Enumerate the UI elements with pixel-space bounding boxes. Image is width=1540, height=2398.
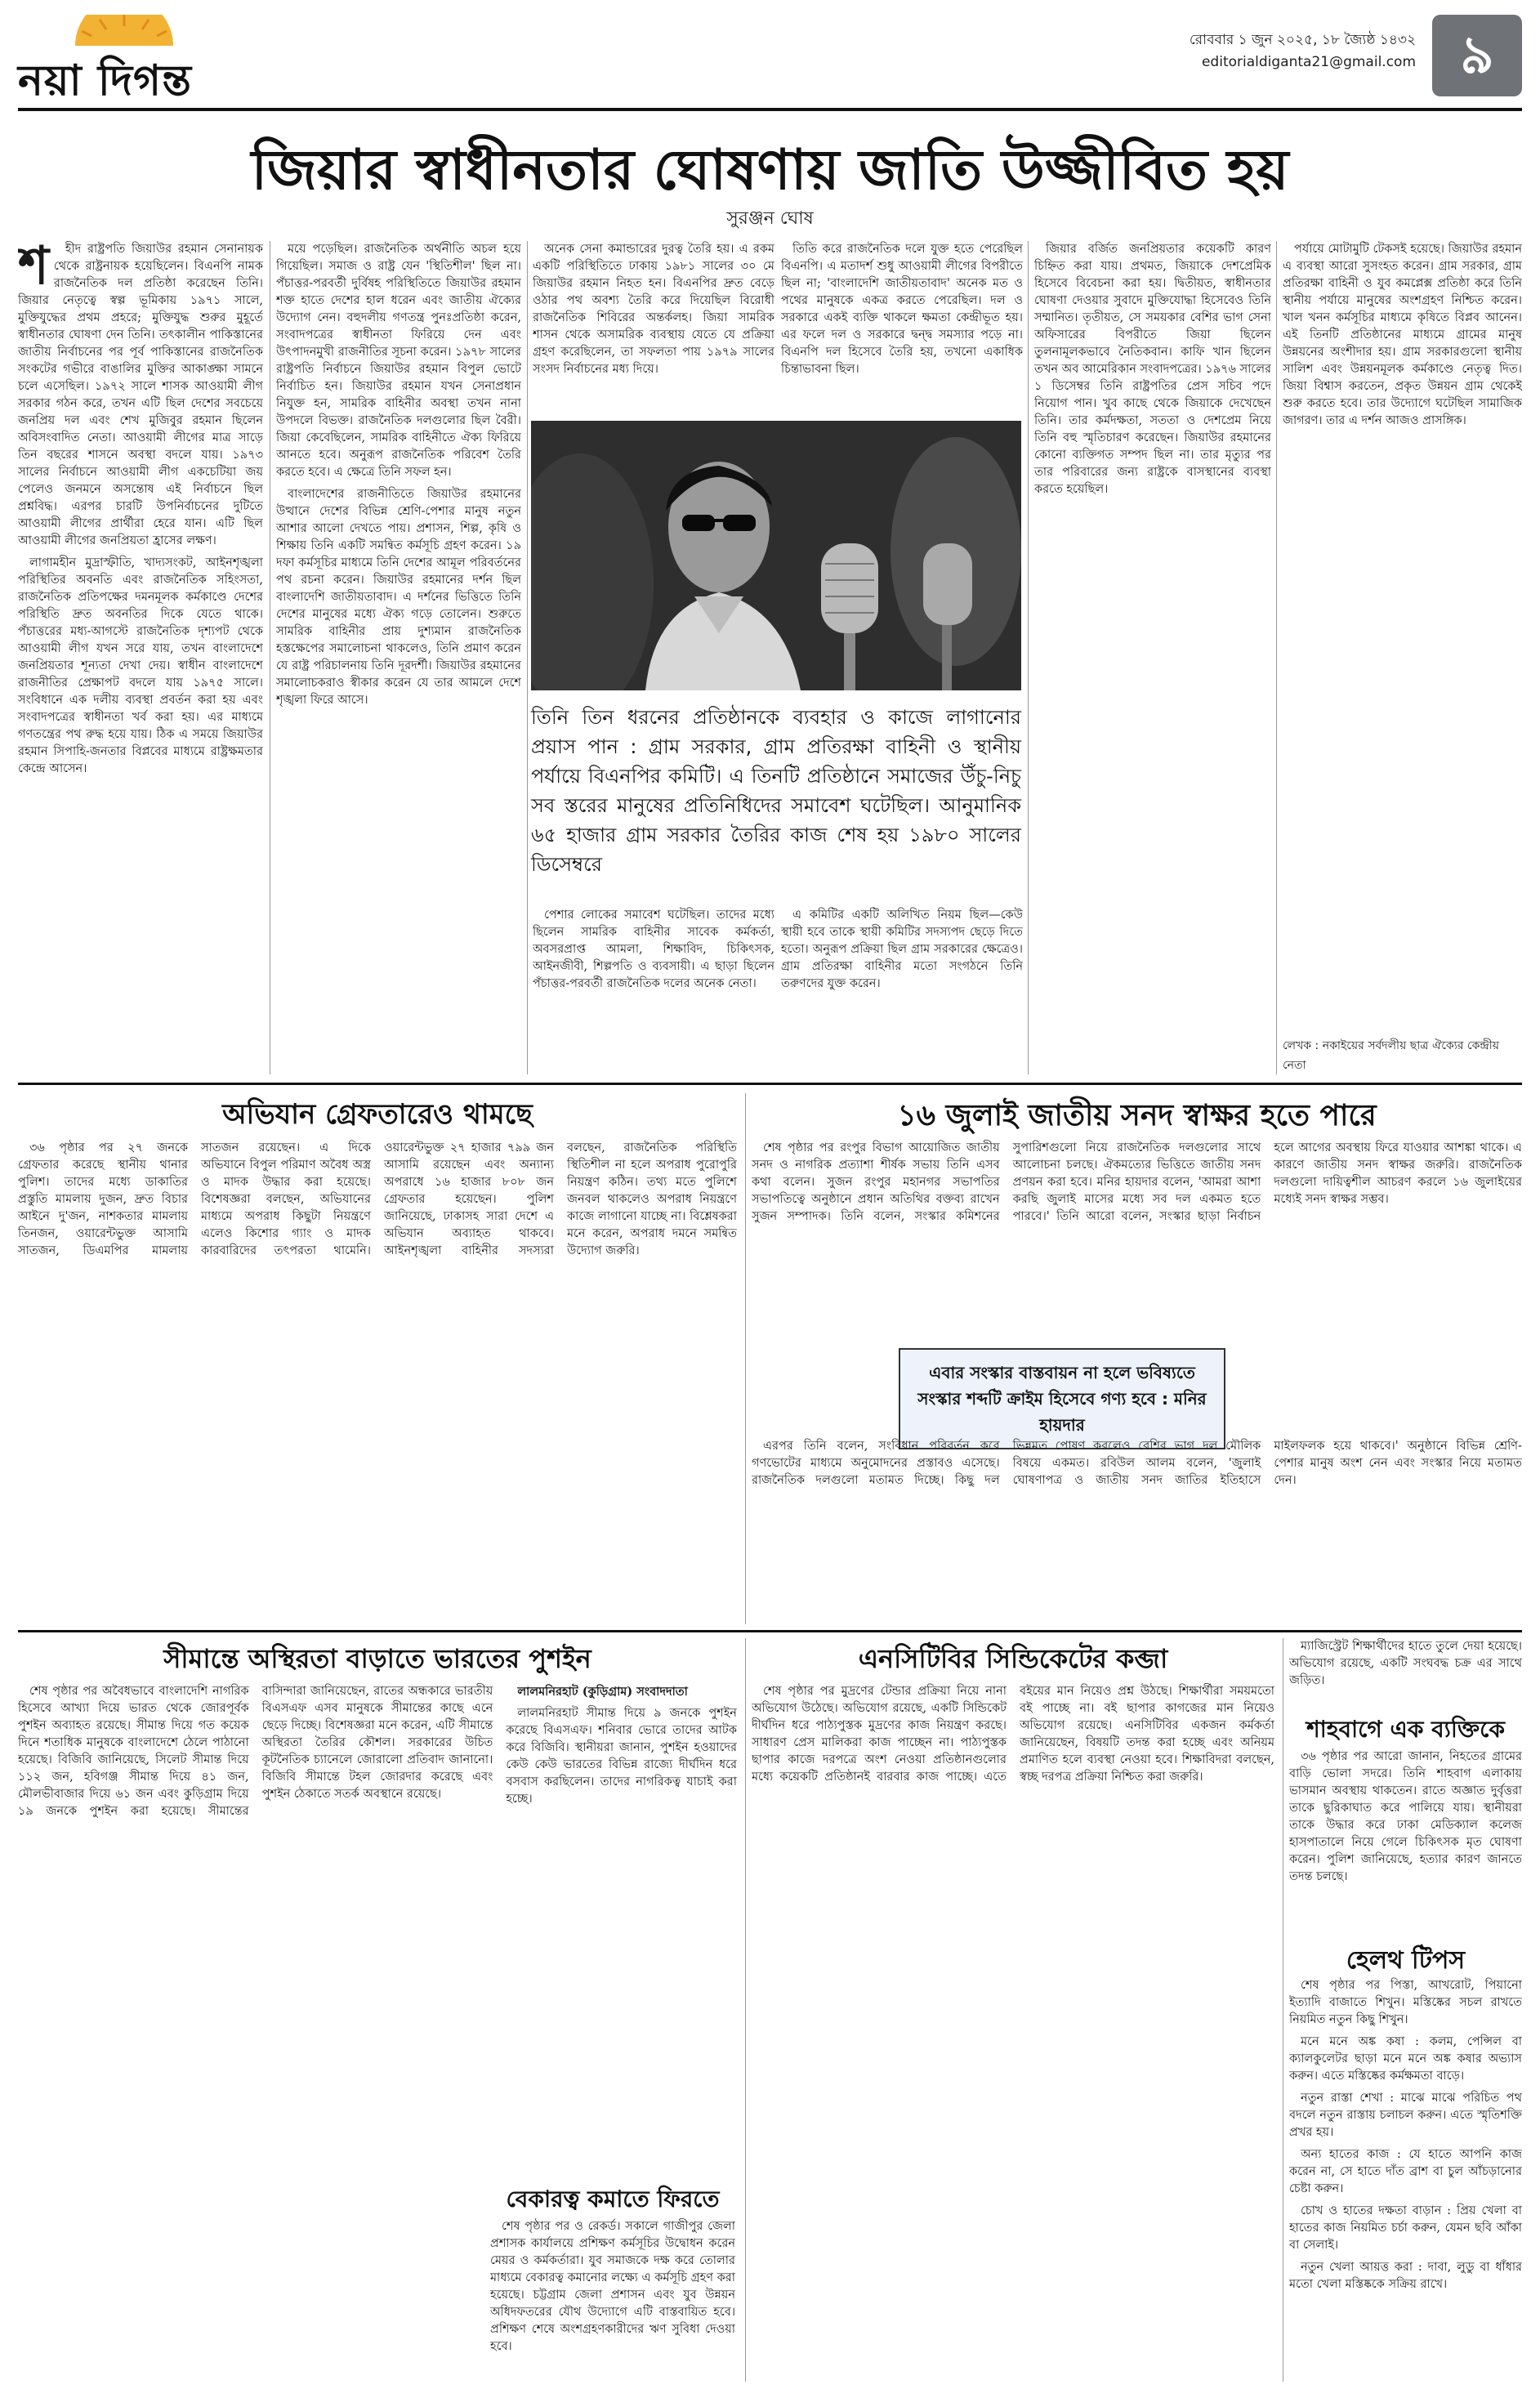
column-divider <box>1276 241 1277 1074</box>
story-paragraph: শেষ পৃষ্ঠার পর পিস্তা, আখরোট, পিয়ানো ইত্যাদি বাজাতে শিখুন। মস্তিষ্কের সচল রাখতে নিয়মিত নতুন কিছু শিখুন। <box>1289 1979 1522 2026</box>
shahbag-intro <box>1289 1638 1522 1704</box>
masthead <box>18 15 1522 105</box>
story-paragraph: লালমনিরহাট সীমান্ত দিয়ে ৯ জনকে পুশইন করেছে বিএসএফ। শনিবার ভোরে তাদের আটক করে বিজিবি। স্থানীয়রা জানান, পুশইন হওয়াদের কেউ কেউ ভারতের বিভিন্ন রাজ্যে দীর্ঘদিন ধরে বসবাস করছিলেন। তাদের নাগরিকত্ব যাচাই করা হচ্ছে। <box>506 1707 737 1806</box>
charter-story-body <box>752 1140 1522 1344</box>
health-tip: অন্য হাতের কাজ : যে হাতে আপনি কাজ করেন না, সে হাতে দাঁত ব্রাশ বা চুল আঁচড়ানোর চেষ্টা করুন। <box>1289 2148 1522 2195</box>
story-paragraph: ৩৬ পৃষ্ঠার পর ২৭ জনকে গ্রেফতার করেছে স্থানীয় থানার পুলিশ। তাদের মধ্যে ডাকাতির প্রস্তুতি মামলায় দুজন, দ্রুত বিচার আইনে দু'জন, নাশকতার মামলায় তিনজন, ওয়ারেন্টভুক্ত আসামি সাতজন, ডিএমপির মামলায় সাতজন রয়েছেন। এ দিকে অভিযানে বিপুল পরিমাণ অবৈধ অস্ত্র ও মাদক উদ্ধার করা হয়েছে। বিশেষজ্ঞরা বলছেন, অভিযানের মাধ্যমে অপরাধ কিছুটা নিয়ন্ত্রণে এলেও কিশোর গ্যাং ও মাদক কারবারিদের তৎপরতা থামেনি। ওয়ারেন্টভুক্ত ২৭ হাজার ৭৯৯ জন আসামি রয়েছেন এবং অন্যান্য অপরাধে ১৬ হাজার ৮০৮ জন গ্রেফতার হয়েছেন। পুলিশ জানিয়েছে, ঢাকাসহ সারা দেশে এ অভিযান অব্যাহত থাকবে। আইনশৃঙ্খলা বাহিনীর সদস্যরা বলছেন, রাজনৈতিক পরিস্থিতি স্থিতিশীল না হলে অপরাধ পুরোপুরি নিয়ন্ত্রণ কঠিন। তথ্য মতে পুলিশে জনবল থাকলেও অপরাধ নিয়ন্ত্রণে কাজে লাগানো যাচ্ছে না। বিশ্লেষকরা মনে করেন, অপরাধ দমনে সমন্বিত উদ্যোগ জরুরি। <box>18 1141 737 1257</box>
page-number-badge: ৯ <box>1432 15 1522 96</box>
newspaper-logo[interactable] <box>18 15 279 105</box>
lead-paragraph: লাগামহীন মুদ্রাস্ফীতি, খাদ্যসংকট, আইনশৃঙ্খলা পরিস্থিতির অবনতি এবং রাজনৈতিক সহিংসতা, রাজনৈতিক প্রতিপক্ষের দমনমূলক কর্মকাণ্ডে দেশের পরিস্থিতি দ্রুত অবনতির দিকে যেতে থাকে। পঁচাত্তরের মধ্য-আগস্টে রাজনৈতিক দৃশ্যপট থেকে আওয়ামী লীগ যখন সরে যায়, তখন বাংলাদেশে জনপ্রিয়তার শূন্যতা দেখা দেয়। স্বাধীন বাংলাদেশে রাজনীতির প্রেক্ষাপট বদলে যায় ১৯৭৫ সালে। সংবিধানে এক দলীয় ব্যবস্থা প্রবর্তন করা হয় এবং সংবাদপত্রের স্বাধীনতা খর্ব করা হয়। এর মাধ্যমে গণতন্ত্রের পথ রুদ্ধ হয়ে যায়। ঠিক এ সময়ে জিয়াউর রহমান সিপাহি-জনতার বিপ্লবের মাধ্যমে রাষ্ট্রক্ষমতার কেন্দ্রে আসেন। <box>18 556 263 775</box>
arrest-story-body <box>18 1140 737 1622</box>
health-tip: চোখ ও হাতের দক্ষতা বাড়ান : প্রিয় খেলা বা হাতের কাজ নিয়মিত চর্চা করুন, যেমন ছবি আঁকা বা সেলাই। <box>1289 2204 1522 2252</box>
lead-byline: সুরঞ্জন ঘোষ <box>726 208 814 229</box>
logo-text: নয়া দিগন্ত <box>18 56 192 105</box>
lead-paragraph: অনেক সেনা কমান্ডারের দুরত্ব তৈরি হয়। এ রকম একটি পরিস্থিতিতে ঢাকায় ১৯৮১ সালের ৩০ মে জিয়াউর রহমান নিহত হন। বিএনপির দ্রুত বেড়ে ওঠার পথ অবশ্য তৈরি করে দিয়েছিল বিরোধী রাজনৈতিক শিবিরের অন্তর্কলহ। জিয়া সামরিক শাসন থেকে অসামরিক ব্যবস্থায় যেতে যে প্রক্রিয়া গ্রহণ করেছিলেন, তা সফলতা পায় ১৯৭৯ সালের সংসদ নির্বাচনের মধ্য দিয়ে। <box>533 243 774 376</box>
lead-column-3 <box>533 241 774 417</box>
lead-paragraph: ময়ে পড়েছিল। রাজনৈতিক অর্থনীতি অচল হয়ে গিয়েছিল। সমাজ ও রাষ্ট্র যেন 'স্থিতিশীল' ছিল না। পঁচাত্তর-পরবর্তী দুর্বিষহ পরিস্থিতিতে জিয়াউর রহমান শক্ত হাতে দেশের হাল ধরেন এবং জাতীয় ঐক্যের উদ্যোগ নেন। বহুদলীয় গণতন্ত্র পুনঃপ্রতিষ্ঠা করেন, সংবাদপত্রের স্বাধীনতা ফিরিয়ে দেন এবং উৎপাদনমুখী রাজনীতির সূচনা করেন। ১৯৭৮ সালের রাষ্ট্রপতি নির্বাচনে জিয়াউর রহমান বিপুল ভোটে নির্বাচিত হন। জিয়াউর রহমান যখন সেনাপ্রধান নিযুক্ত হন, সামরিক বাহিনীর অবস্থা তখন নানা উপদলে বিভক্ত। রাজনৈতিক দলগুলোর ছিল বৈরী। জিয়া কেবেছিলেন, সামরিক বাহিনীতে ঐক্য ফিরিয়ে আনতে হবে। অনুরূপ রাজনৈতিক পরিবেশ তৈরি করতে হবে। এ ক্ষেত্রে তিনি সফল হন। <box>276 243 521 479</box>
lead-column-4b <box>781 907 1023 1074</box>
arrest-story-title: অভিযান গ্রেফতারেও থামছে <box>222 1098 533 1131</box>
lead-paragraph: তিতি করে রাজনৈতিক দলে যুক্ত হতে পেরেছিল বিএনপি। এ মতাদর্শ শুধু আওয়ামী লীগের বিপরীতে ছিল না; 'বাংলাদেশি জাতীয়তাবাদ' অনেক মত ও পথের মানুষকে একত্র করতে পেরেছিল। দল ও সরকারে একই ব্যক্তি থাকলে ক্ষমতা কেন্দ্রীভূত হয়। এর ফলে দল ও সরকারে দ্বন্দ্ব সমস্যার পড়ে না। বিএনপি দল হিসেবে তৈরি হয়, তখনো একাধিক চিন্তাভাবনা ছিল। <box>781 243 1023 376</box>
nctb-story-title: এনসিটিবির সিন্ডিকেটের কব্জা <box>858 1643 1168 1674</box>
story-paragraph: এরপর তিনি বলেন, সংবিধান পরিবর্তন করে গণভোটের মাধ্যমে অনুমোদনের প্রস্তাবও এসেছে। রাজনৈতিক দলগুলো মতামত দিচ্ছে। কিছু দল ভিন্নমত পোষণ করলেও বেশির ভাগ দল মৌলিক বিষয়ে একমত। রবিউল আলম বলেন, 'জুলাই ঘোষণাপত্র ও জাতীয় সনদ জাতির ইতিহাসে মাইলফলক হয়ে থাকবে।' অনুষ্ঠানে বিভিন্ন শ্রেণি-পেশার মানুষ অংশ নেন এবং সংস্কার নিয়ে মতামত দেন। <box>752 1440 1522 1487</box>
shahbag-story-title: শাহবাগে এক ব্যক্তিকে <box>1306 1716 1505 1743</box>
column-divider <box>527 241 528 1074</box>
writer-note: লেখক : নকাইয়ের সর্বদলীয় ছাত্র ঐক্যের কেন্দ্রীয় নেতা <box>1283 1039 1499 1072</box>
charter-story-title: ১৬ জুলাই জাতীয় সনদ স্বাক্ষর হতে পারে <box>897 1098 1377 1132</box>
lead-paragraph: জিয়ার বর্জিত জনপ্রিয়তার কয়েকটি কারণ চিহ্নিত করা যায়। প্রথমত, জিয়াকে দেশপ্রেমিক হিসেবে বিবেচনা করা হয়। দ্বিতীয়ত, স্বাধীনতার ঘোষণা দেওয়ার সুবাদে মুক্তিযোদ্ধা হিসেবেও তিনি সম্মানিত। তৃতীয়ত, সে সময়কার বেশির ভাগ সেনা অফিসারের বিপরীতে জিয়া ছিলেন তুলনামূলকভাবে নৈতিকবান। কাফি খান ছিলেন তখন অব আমেরিকান সংবাদপত্রের। ১৯৭৬ সালের ১ ডিসেম্বর তিনি রাষ্ট্রপতির প্রেস সচিব পদে নিয়োগ পান। খুব কাছে থেকে জিয়াকে দেখেছেন তিনি। তার কর্মদক্ষতা, সততা ও দেশপ্রেম নিয়ে তিনি বহু স্মৃতিচারণ করেছেন। জিয়াউর রহমানের কোনো ব্যক্তিগত সম্পদ ছিল না। তার মৃত্যুর পর তার পরিবারের জন্য রাষ্ট্রকে বাসস্থানের ব্যবস্থা করতে হয়েছিল। <box>1034 243 1271 496</box>
masthead-info <box>1097 15 1522 96</box>
photo-caption: তিনি তিন ধরনের প্রতিষ্ঠানকে ব্যবহার ও কাজে লাগানোর প্রয়াস পান : গ্রাম সরকার, গ্রাম প্রতিরক্ষা বাহিনী ও স্থানীয় পর্যায়ে বিএনপির কমিটি। এ তিনটি প্রতিষ্ঠানে সমাজের উঁচু-নিচু সব স্তরের মানুষের প্রতিনিধিদের সমাবেশ ঘটেছিল। আনুমানিক ৬৫ হাজার গ্রাম সরকার তৈরির কাজ শেষ হয় ১৯৮০ সালের ডিসেম্বরে <box>531 706 1021 876</box>
border-story-body <box>18 1683 737 2173</box>
lead-column-2 <box>276 241 521 1074</box>
health-tip: নতুন রাস্তা শেখা : মাঝে মাঝে পরিচিত পথ বদলে নতুন রাস্তায় চলাচল করুন। এতে স্মৃতিশক্তি প্রখর হয়। <box>1289 2092 1522 2139</box>
unemployment-story-body <box>490 2218 735 2382</box>
health-tip: মনে মনে অঙ্ক কষা : কলম, পেন্সিল বা ক্যালকুলেটর ছাড়া মনে মনে অঙ্ক কষার অভ্যাস করুন। এতে মস্তিষ্কের কর্মক্ষমতা বাড়ে। <box>1289 2035 1522 2083</box>
lead-column-3b <box>533 907 774 1074</box>
charter-story-body-2 <box>752 1438 1522 1622</box>
story-paragraph: ৩৬ পৃষ্ঠার পর আরো জানান, নিহতের গ্রামের বাড়ি ভোলা সদরে। তিনি শাহবাগ এলাকায় ভাসমান অবস্থায় থাকতেন। রাতে অজ্ঞাত দুর্বৃত্তরা তাকে ছুরিকাঘাত করে পালিয়ে যায়। স্থানীয়রা তাকে উদ্ধার করে ঢাকা মেডিক্যাল কলেজ হাসপাতালে নিয়ে গেলে চিকিৎসক মৃত ঘোষণা করেন। পুলিশ জানিয়েছে, হত্যার কারণ জানতে তদন্ত চলছে। <box>1289 1750 1522 1883</box>
story-paragraph: শেষ পৃষ্ঠার পর মুদ্রণের টেন্ডার প্রক্রিয়া নিয়ে নানা অভিযোগ উঠেছে। অভিযোগ রয়েছে, একটি সিন্ডিকেট দীর্ঘদিন ধরে পাঠ্যপুস্তক মুদ্রণের কাজ নিয়ন্ত্রণ করছে। সাধারণ প্রেস মালিকরা কাজ পাচ্ছেন না। পাঠ্যপুস্তক ছাপার কাজে দরপত্রে অংশ নেওয়া প্রতিষ্ঠানগুলোর মধ্যে কয়েকটি প্রতিষ্ঠানই বারবার কাজ পাচ্ছে। এতে বইয়ের মান নিয়েও প্রশ্ন উঠছে। শিক্ষার্থীরা সময়মতো বই পাচ্ছে না। বই ছাপার কাগজের মান নিয়েও অভিযোগ রয়েছে। এনসিটিবির একজন কর্মকর্তা জানিয়েছেন, বিষয়টি তদন্ত করা হচ্ছে এবং অনিয়ম প্রমাণিত হলে ব্যবস্থা নেওয়া হবে। শিক্ষাবিদরা বলছেন, স্বচ্ছ দরপত্র প্রক্রিয়া নিশ্চিত করা জরুরি। <box>752 1685 1274 1784</box>
nctb-story-body <box>752 1683 1274 2382</box>
lead-paragraph: এ কমিটির একটি অলিখিত নিয়ম ছিল—কেউ স্থায়ী হবে তাকে স্থায়ী কমিটির সদস্যপদ ছেড়ে দিতে হতো। অনুরূপ প্রক্রিয়া ছিল গ্রাম সরকারের ক্ষেত্রেও। গ্রাম প্রতিরক্ষা বাহিনীর মতো সংগঠনে তিনি তরুণদের যুক্ত করেন। <box>781 909 1023 990</box>
section-rule <box>18 1083 1522 1085</box>
issue-date: রোববার ১ জুন ২০২৫, ১৮ জ্যৈষ্ঠ ১৪৩২ <box>1189 32 1416 48</box>
story-paragraph: শেষ পৃষ্ঠার পর রংপুর বিভাগ আয়োজিত জাতীয় সনদ ও নাগরিক প্রত্যাশা শীর্ষক সভায় তিনি এসব কথা বলেন। সুজন রংপুর মহানগর সভাপতির সভাপতিত্বে অনুষ্ঠানে প্রধান অতিথির বক্তব্য রাখেন সুজন সম্পাদক। তিনি বলেন, সংস্কার কমিশনের সুপারিশগুলো নিয়ে রাজনৈতিক দলগুলোর সাথে আলোচনা চলছে। ঐকমত্যের ভিত্তিতে জাতীয় সনদ প্রণয়ন করা হবে। মনির হায়দার বলেন, 'আমরা আশা করছি জুলাই মাসের মধ্যে সব দল একমত হতে পারবে।' তিনি আরো বলেন, সংস্কার ছাড়া নির্বাচন হলে আগের অবস্থায় ফিরে যাওয়ার আশঙ্কা থাকে। এ কারণে জাতীয় সনদ স্বাক্ষর জরুরি। রাজনৈতিক দলগুলো দায়িত্বশীল আচরণ করলে ১৬ জুলাইয়ের মধ্যেই সনদ স্বাক্ষর সম্ভব। <box>752 1141 1522 1223</box>
health-tip: নতুন খেলা আয়ত্ত করা : দাবা, লুডু বা ধাঁধার মতো খেলা মস্তিষ্ককে সক্রিয় রাখে। <box>1289 2261 1522 2291</box>
story-paragraph: শেষ পৃষ্ঠার পর অবৈধভাবে বাংলাদেশি নাগরিক হিসেবে আখ্যা দিয়ে ভারত থেকে জোরপূর্বক পুশইন অব্যাহত রয়েছে। সীমান্ত দিয়ে গত কয়েক দিনে শতাধিক মানুষকে বাংলাদেশে ঠেলে পাঠানো হয়েছে। বিজিবি জানিয়েছে, সিলেট সীমান্ত দিয়ে ১১২ জন, হবিগঞ্জ সীমান্ত দিয়ে ৪১ জন, মৌলভীবাজার দিয়ে ৬১ জন এবং কুড়িগ্রাম দিয়ে ১৯ জনকে পুশইন করা হয়েছে। সীমান্তের বাসিন্দারা জানিয়েছেন, রাতের অন্ধকারে ভারতীয় বিএসএফ এসব মানুষকে সীমান্তের কাছে এনে ছেড়ে দিচ্ছে। বিশেষজ্ঞরা মনে করেন, এটি সীমান্তে অস্থিরতা তৈরির কৌশল। সরকারের উচিত কূটনৈতিক চ্যানেলে জোরালো প্রতিবাদ জানানো। বিজিবি সীমান্তে টহল জোরদার করেছে এবং পুশইন ঠেকাতে সতর্ক অবস্থানে রয়েছে। <box>18 1685 493 1818</box>
story-subhead: লালমনিরহাট (কুড়িগ্রাম) সংবাদদাতা <box>517 1685 688 1699</box>
drop-cap: শ <box>18 241 49 297</box>
health-tips-body <box>1289 1977 1522 2382</box>
sun-logo-icon <box>67 15 181 47</box>
story-paragraph: শেষ পৃষ্ঠার পর ও রেকর্ড। সকালে গাজীপুর জেলা প্রশাসক কার্যালয়ে প্রশিক্ষণ কর্মসূচির উদ্বোধন করেন মেয়র ও কর্মকর্তারা। যুব সমাজকে দক্ষ করে তোলার মাধ্যমে বেকারত্ব কমানোর লক্ষ্যে এ কর্মসূচি গ্রহণ করা হয়েছে। চট্টগ্রাম জেলা প্রশাসন এবং যুব উন্নয়ন অধিদফতরের যৌথ উদ্যোগে এটি বাস্তবায়িত হবে। প্রশিক্ষণ শেষে অংশগ্রহণকারীদের ঋণ সুবিধা দেওয়া হবে। <box>490 2220 735 2353</box>
section-rule <box>18 1630 1522 1632</box>
shahbag-story-body <box>1289 1748 1522 1928</box>
masthead-rule <box>18 108 1522 111</box>
column-divider <box>745 1093 746 1624</box>
editorial-email[interactable]: editorialdiganta21@gmail.com <box>1201 54 1416 70</box>
lead-paragraph: বাংলাদেশের রাজনীতিতে জিয়াউর রহমানের উত্থানে দেশের বিভিন্ন শ্রেণি-পেশার মানুষ নতুন আশার আলো দেখতে পায়। প্রশাসন, শিল্প, কৃষি ও শিক্ষায় তিনি একটি সমন্বিত কর্মসূচি গ্রহণ করেন। ১৯ দফা কর্মসূচির মাধ্যমে তিনি দেশের আমূল পরিবর্তনের পথ রচনা করেন। জিয়াউর রহমানের দর্শন ছিল বাংলাদেশি জাতীয়তাবাদ। এ দর্শনের ভিত্তিতে তিনি দেশের মানুষের মধ্যে ঐক্য গড়ে তোলেন। শুরুতে সামরিক বাহিনীর প্রায় দুশ্যমান রাজনৈতিক হস্তক্ষেপের সমালোচনা থাকলেও, তিনি প্রমাণ করেন যে রাষ্ট্র পরিচালনায় তিনি দূরদর্শী। জিয়াউর রহমানের সমালোচকরাও স্বীকার করেন যে তার আমলে দেশে শৃঙ্খলা ফিরে আসে। <box>276 488 521 707</box>
portrait-photo-illustration <box>531 421 1021 690</box>
lead-photo <box>531 421 1021 690</box>
story-paragraph: ম্যাজিস্ট্রেট শিক্ষার্থীদের হাতে তুলে দেয়া হয়েছে। অভিযোগ রয়েছে, একটি সংঘবদ্ধ চক্র এর সাথে জড়িত। <box>1289 1640 1522 1687</box>
lead-column-4 <box>781 241 1023 417</box>
border-story-title: সীমান্তে অস্থিরতা বাড়াতে ভারতের পুশইন <box>163 1643 591 1674</box>
lead-headline: জিয়ার স্বাধীনতার ঘোষণায় জাতি উজ্জীবিত হয় <box>251 137 1289 203</box>
column-divider <box>745 1638 746 2382</box>
charter-pull-quote: এবার সংস্কার বাস্তবায়ন না হলে ভবিষ্যতে সংস্কার শব্দটি ক্রাইম হিসেবে গণ্য হবে : মনির হায়দার <box>899 1348 1225 1449</box>
lead-column-1 <box>18 241 263 1074</box>
lead-paragraph: হীদ রাষ্ট্রপতি জিয়াউর রহমান সেনানায়ক থেকে রাষ্ট্রনায়ক হয়েছিলেন। বিএনপি নামক রাজনৈতিক দল প্রতিষ্ঠা করেছেন তিনি। জিয়ার নেতৃত্বে স্বল্প ভূমিকায় ১৯৭১ সালে, মুক্তিযুদ্ধের প্রথম প্রহরে; মুক্তিযুদ্ধ শুরুর মুহূর্তে স্বাধীনতার ঘোষণা দেন তিনি। তৎকালীন পাকিস্তানের জাতীয় নির্বাচনের পর পূর্ব পাকিস্তানের রাজনৈতিক সংকটের গভীরে বাঙালির মুক্তির আকাঙ্ক্ষা সামনে চলে এসেছিল। ১৯৭২ সালে শাসক আওয়ামী লীগ সরকার গঠন করে, তখন এটি ছিল দেশের সবচেয়ে জনপ্রিয় দল এবং শেখ মুজিবুর রহমান ছিলেন অবিসংবাদিত নেতা। আওয়ামী লীগের মাত্র সাড়ে তিন বছরের শাসনে অবস্থা বদলে যায়। ১৯৭৩ সালের নির্বাচনে আওয়ামী লীগ একচেটিয়া জয় পেলেও জনমনে অসন্তোষ এই নির্বাচনে ছিল প্রশ্নবিদ্ধ। এরপর চারটি উপনির্বাচনের দুটিতে আওয়ামী লীগের প্রার্থীরা হেরে যান। এটি ছিল আওয়ামী লীগের জনপ্রিয়তা হ্রাসের লক্ষণ। <box>18 243 263 547</box>
lead-paragraph: পর্যায়ে মোটামুটি টেকসই হয়েছে। জিয়াউর রহমান এ ব্যবস্থা আরো সুসংহত করেন। গ্রাম সরকার, গ্রাম প্রতিরক্ষা বাহিনী ও যুব কমপ্লেক্স প্রতিষ্ঠা করে তিনি স্থানীয় পর্যায়ে মানুষের অংশগ্রহণ নিশ্চিত করেন। খাল খনন কর্মসূচির মাধ্যমে কৃষিতে বিপ্লব আনেন। এই তিনটি প্রতিষ্ঠানের মাধ্যমে গ্রামের মানুষ উন্নয়নের অংশীদার হয়। গ্রাম সরকারগুলো স্থানীয় সালিশ এবং উন্নয়নমূলক কর্মকাণ্ডে নেতৃত্ব দিত। জিয়া বিশ্বাস করতেন, প্রকৃত উন্নয়ন গ্রাম থেকেই শুরু করতে হবে। তার উদ্যোগে ঘটেছিল সামাজিক জাগরণ। তার এ দর্শন আজও প্রাসঙ্গিক। <box>1283 243 1522 427</box>
lead-paragraph: পেশার লোকের সমাবেশ ঘটেছিল। তাদের মধ্যে ছিলেন সামরিক বাহিনীর সাবেক কর্মকর্তা, অবসরপ্রাপ্ত আমলা, শিক্ষাবিদ, চিকিৎসক, আইনজীবী, শিল্পপতি ও ব্যবসায়ী। এ ছাড়া ছিলেন পঁচাত্তর-পরবর্তী রাজনৈতিক দলের অনেক নেতা। <box>533 909 774 990</box>
lead-column-5 <box>1034 241 1271 1074</box>
unemployment-story-title: বেকারত্ব কমাতে ফিরতে <box>506 2186 720 2213</box>
column-divider <box>1028 241 1029 1074</box>
health-tips-title: হেলথ টিপস <box>1346 1946 1466 1975</box>
lead-column-6 <box>1283 241 1522 1025</box>
